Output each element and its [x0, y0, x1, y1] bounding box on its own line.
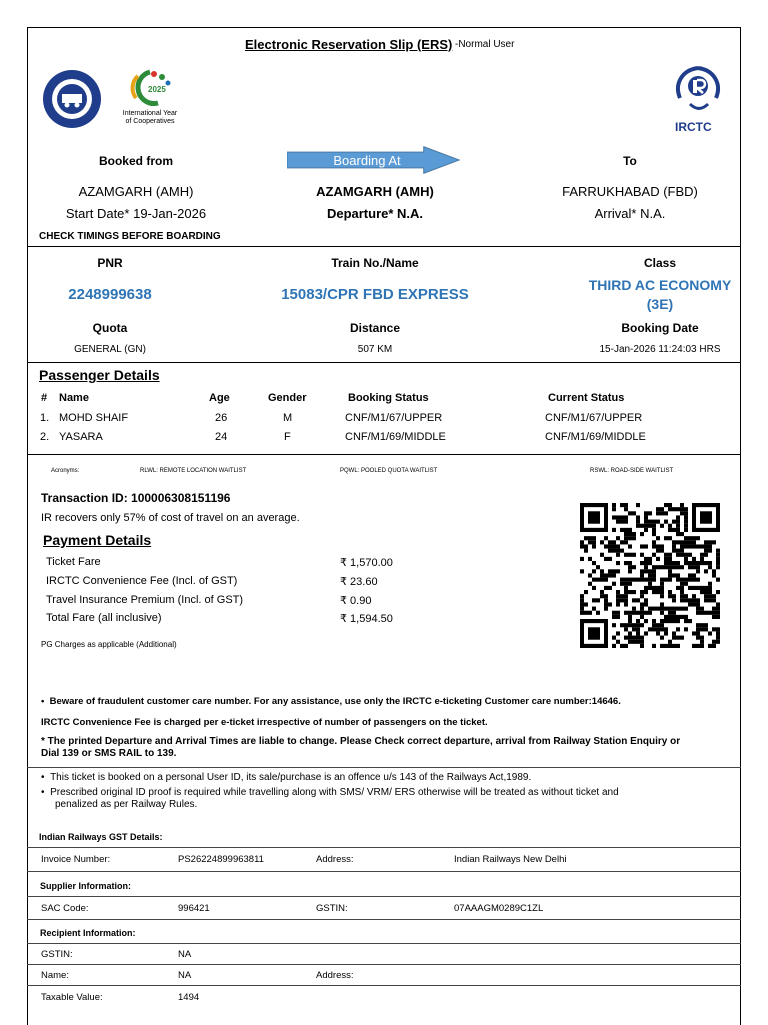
recipient-gstin-label: GSTIN: [41, 949, 73, 960]
gstin-label: GSTIN: [316, 903, 348, 914]
divider [27, 454, 741, 455]
to-station: FARRUKHABAD (FBD) [562, 184, 698, 199]
divider [27, 896, 741, 897]
address-value: Indian Railways New Delhi [454, 854, 567, 865]
distance-value: 507 KM [357, 344, 393, 355]
ers-page: Electronic Reservation Slip (ERS) -Normal User 2025 International Year of Cooperatives IRCTC Booked from Boarding At To AZAMGARH (AMH) Start Date* 19-Jan-2026 AZAMGARH (AMH) Departure* N.A. FARRUKHABAD (FBD) Arrival* N.A. CHECK TIMINGS BEFORE BOARDING PNR 2248999638 Train No./Name 15083/CPR FBD EXPRESS Class THIRD AC ECONOMY (3E) Quota GENERAL (GN) Distance 507 KM Booking Date 15-Jan-2026 11:24:03 HRS Passenger Details # Name Age Gender Booking Status Current Status 1. MOHD SHAIF 26 M CNF/M1/67/UPPER CNF/M1/67/UPPER 2. YASARA 24 F CNF/M1/69/MIDDLE CNF/M1/69/MIDDLE Acronyms: RLWL: REMOTE LOCATION WAITLIST PQWL: POOLED QUOTA WAITLIST RSWL: ROAD-SIDE WAITLIST Transaction ID: 100006308151196 IR recovers only 57% of cost of travel on an average. Payment Details Ticket Fare ₹ 1,570.00 IRCTC Convenience Fee (Incl. of GST) ₹ 23.60 Travel Insurance Premium (Incl. of GST) ₹ 0.90 Total Fare (all inclusive) ₹ 1,594.50 PG Charges as applicable (Additional) • Beware of fraudulent customer care number. For any assistance, use only the IRCTC e-ticketing Customer care number:14646. IRCTC Convenience Fee is charged per e-ticket irrespective of number of passengers on the ticket. * The printed Departure and Arrival Times are liable to change. Please Check correct departure, arrival from Railway Station Enquiry or Dial 139 or SMS RAIL to 139. • This ticket is booked on a personal User ID, its sale/purchase is an offence u/s 143 of the Railways Act,1989. • Prescribed original ID proof is required while travelling along with SMS/ VRM/ ERS otherwise will be treated as without ticket and penalized as per Railway Rules. Indian Railways GST Details: Invoice Number: PS26224899963811 Address: Indian Railways New Delhi Supplier Information: SAC Code: 996421 GSTIN: 07AAAGM0289C1ZL Recipient Information: GSTIN: NA Name: NA Address: Taxable Value: 1494 [0, 0, 768, 1024]
fraud-notice: • Beware of fraudulent customer care number. For any assistance, use only the IRCTC e-ticketing Customer care number:14646. [41, 696, 621, 707]
gstin-value: 07AAAGM0289C1ZL [454, 903, 544, 914]
pg-charges-note: PG Charges as applicable (Additional) [41, 640, 177, 649]
convenience-fee-label: IRCTC Convenience Fee (Incl. of GST) [46, 575, 238, 587]
insurance-label: Travel Insurance Premium (Incl. of GST) [46, 594, 244, 606]
departure-time: Departure* N.A. [326, 206, 424, 221]
address-label: Address: [316, 854, 354, 865]
total-fare-label: Total Fare (all inclusive) [46, 612, 162, 624]
convenience-fee-value: ₹ 23.60 [340, 576, 378, 588]
col-age: Age [209, 392, 230, 404]
recipient-title: Recipient Information: [40, 928, 136, 938]
irctc-logo-icon [668, 62, 728, 118]
col-gender: Gender [268, 392, 307, 404]
acronym-rswl: RSWL: ROAD-SIDE WAITLIST [590, 468, 674, 474]
col-name: Name [59, 392, 89, 404]
col-booking-status: Booking Status [348, 392, 429, 404]
divider [27, 246, 741, 247]
fare-value: ₹ 1,570.00 [340, 557, 393, 569]
personal-id-notice: • This ticket is booked on a personal User ID, its sale/purchase is an offence u/s 143 of the Railways Act,1989. [41, 772, 532, 783]
boarding-station: AZAMGARH (AMH) [316, 184, 434, 199]
pnr-label: PNR [97, 256, 123, 270]
coop-caption: International Year of Cooperatives [122, 110, 178, 125]
supplier-title: Supplier Information: [40, 881, 131, 891]
recipient-name-value: NA [178, 970, 192, 981]
class-value: THIRD AC ECONOMY (3E) [588, 277, 732, 312]
passenger-details-title: Passenger Details [39, 367, 160, 383]
transaction-id: Transaction ID: 100006308151196 [41, 491, 231, 505]
divider [27, 767, 741, 768]
col-current-status: Current Status [548, 392, 625, 404]
acronyms-label: Acronyms: [51, 468, 80, 474]
check-timings-note: CHECK TIMINGS BEFORE BOARDING [39, 231, 221, 242]
divider [27, 871, 741, 872]
quota-value: GENERAL (GN) [74, 344, 146, 355]
from-station: AZAMGARH (AMH) [78, 184, 194, 199]
divider [27, 919, 741, 920]
booking-date-value: 15-Jan-2026 11:24:03 HRS [599, 344, 721, 355]
payment-details-title: Payment Details [43, 532, 152, 548]
gst-title: Indian Railways GST Details: [39, 832, 163, 842]
start-date: Start Date* 19-Jan-2026 [65, 206, 207, 221]
taxable-value-label: Taxable Value: [41, 992, 103, 1003]
col-num: # [41, 392, 48, 404]
to-label: To [623, 154, 637, 168]
fare-label: Ticket Fare [46, 556, 101, 568]
recipient-name-label: Name: [41, 970, 69, 981]
recovery-note: IR recovers only 57% of cost of travel on an average. [41, 512, 300, 524]
insurance-value: ₹ 0.90 [340, 595, 372, 607]
coop-year: 2025 [148, 85, 166, 94]
page-subtitle: -Normal User [455, 39, 515, 50]
booking-date-label: Booking Date [621, 321, 699, 335]
divider [27, 964, 741, 965]
recipient-address-label: Address: [316, 970, 354, 981]
times-notice: * The printed Departure and Arrival Times are liable to change. Please Check correct departure, arrival from Railway Station Enquiry or Dial 139 or SMS RAIL to 139. [41, 736, 681, 759]
taxable-value: 1494 [178, 992, 200, 1003]
page-title: Electronic Reservation Slip (ERS) [245, 37, 453, 52]
arrival-time: Arrival* N.A. [594, 206, 666, 221]
indian-railways-logo-icon [40, 68, 104, 130]
distance-label: Distance [349, 321, 401, 335]
divider [27, 985, 741, 986]
divider [27, 847, 741, 848]
invoice-value: PS26224899963811 [178, 854, 264, 865]
boarding-at-label: Boarding At [333, 153, 401, 168]
recipient-gstin-value: NA [178, 949, 192, 960]
pnr-value: 2248999638 [68, 286, 152, 303]
booked-from-label: Booked from [98, 154, 173, 168]
train-label: Train No./Name [331, 256, 419, 270]
conv-fee-notice: IRCTC Convenience Fee is charged per e-ticket irrespective of number of passengers on the ticket. [41, 717, 488, 728]
divider [27, 362, 741, 363]
train-value: 15083/CPR FBD EXPRESS [281, 286, 469, 303]
divider [27, 943, 741, 944]
irctc-label: IRCTC [675, 120, 712, 134]
sac-label: SAC Code: [41, 903, 89, 914]
total-fare-value: ₹ 1,594.50 [340, 613, 393, 625]
id-proof-notice: • Prescribed original ID proof is required while travelling along with SMS/ VRM/ ERS otherwise will be treated as without ticket and penalized as per Railway Rules. [41, 787, 619, 810]
acronym-rlwl: RLWL: REMOTE LOCATION WAITLIST [140, 468, 247, 474]
class-label: Class [643, 256, 677, 270]
quota-label: Quota [92, 321, 128, 335]
qr-code-icon [580, 503, 720, 648]
invoice-label: Invoice Number: [41, 854, 111, 865]
acronym-pqwl: PQWL: POOLED QUOTA WAITLIST [340, 468, 438, 474]
sac-value: 996421 [178, 903, 210, 914]
